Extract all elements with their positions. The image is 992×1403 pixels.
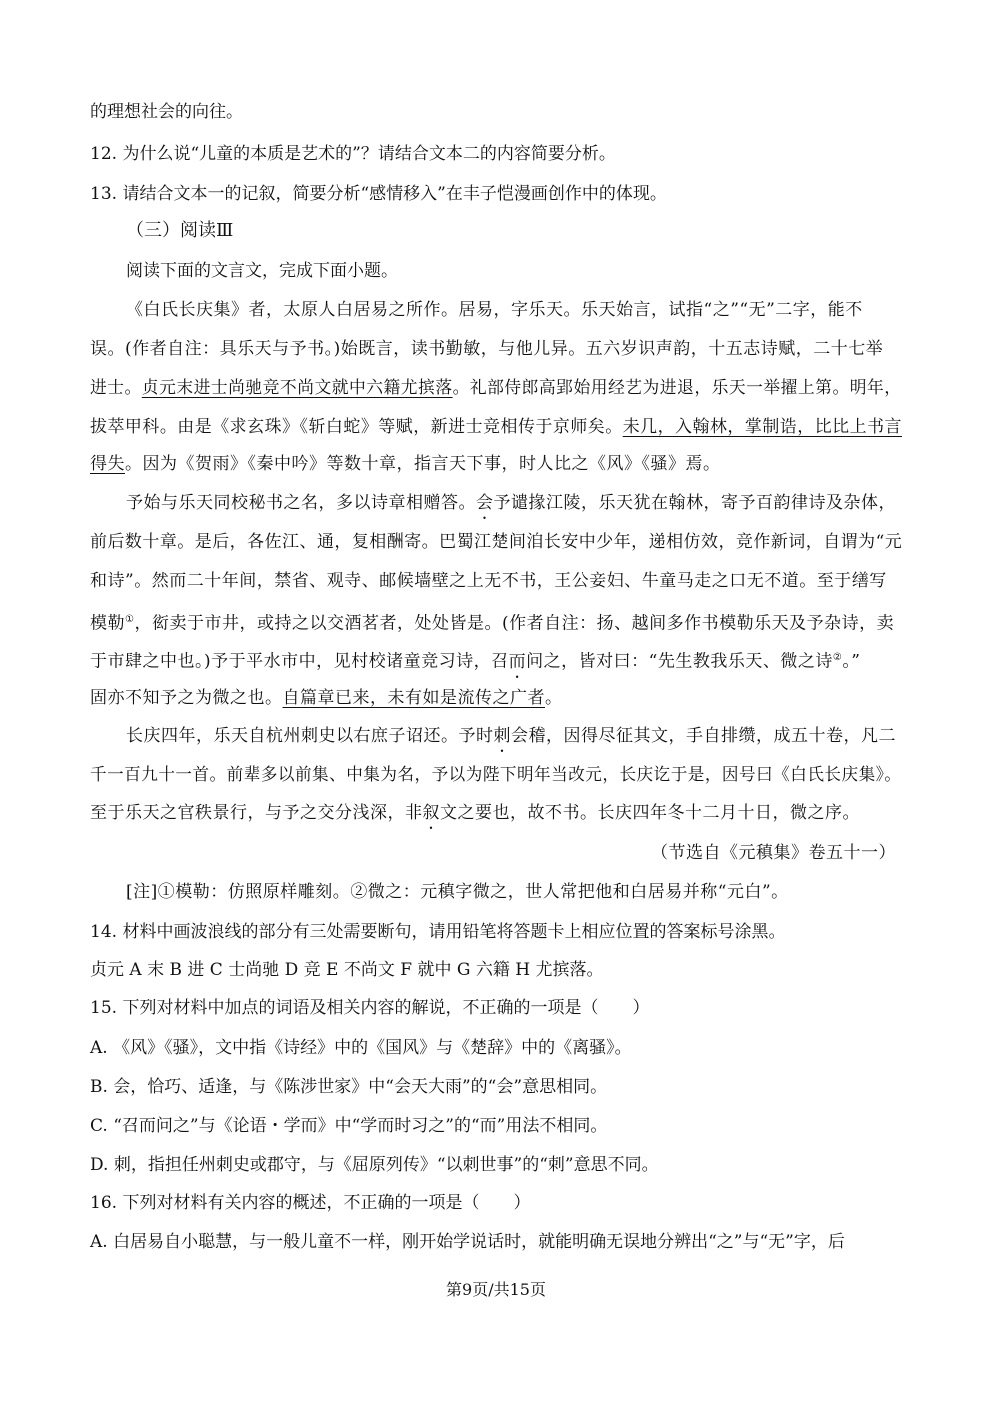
question-16: 16. 下列对材料有关内容的概述，不正确的一项是（ ） — [90, 1193, 531, 1213]
passage-line: 千一百九十一首。前辈多以前集、中集为名，予以为陛下明年当改元，长庆讫于是，因号曰《白氏长庆集》。 — [90, 765, 902, 785]
underlined-sentence: 得失 — [90, 454, 125, 474]
dotted-word: 而 — [508, 651, 527, 672]
passage-line: 拔萃甲科。由是《求玄珠》《斩白蛇》等赋，新进士竞相传于京师矣。未几，入翰林，掌制诰，比比上书言 — [90, 417, 902, 437]
text-line: 的理想社会的向往。 — [90, 102, 243, 122]
source-citation: （节选自《元稹集》卷五十一） — [651, 843, 896, 863]
question-15: 15. 下列对材料中加点的词语及相关内容的解说，不正确的一项是（ ） — [90, 998, 650, 1018]
instruction: 阅读下面的文言文，完成下面小题。 — [126, 261, 398, 281]
option-d: D. 刺，指担任州刺史或郡守，与《屈原列传》“以刺世事”的“刺”意思不同。 — [90, 1155, 659, 1175]
question-14: 14. 材料中画波浪线的部分有三处需要断句，请用铅笔将答题卡上相应位置的答案标号涂黑。 — [90, 922, 786, 942]
page-number: 第9页/共15页 — [446, 1280, 546, 1299]
passage-line: 于市肆之中也。)予于平水市中，见村校诸童竞习诗，召而问之，皆对曰：“先生教我乐天、微之诗②。” — [90, 651, 861, 672]
footnote-marker: ① — [125, 614, 135, 625]
passage-line: 和诗”。然而二十年间，禁省、观寺、邮候墙壁之上无不书，王公妾妇、牛童马走之口无不道。至于缮写 — [90, 571, 887, 591]
option-a: A. 《风》《骚》，文中指《诗经》中的《国风》与《楚辞》中的《离骚》。 — [90, 1038, 632, 1058]
wavy-underlined-text: 贞元末进士尚驰竞不尚文就中六籍尤摈落 — [141, 378, 453, 398]
annotation-note: [注]①模勒：仿照原样雕刻。②微之：元稹字微之，世人常把他和白居易并称“元白”。 — [126, 882, 789, 902]
footnote-marker: ② — [832, 652, 843, 663]
question-14-options: 贞元 A 末 B 进 C 士尚驰 D 竞 E 不尚文 F 就中 G 六籍 H 尤摈落。 — [90, 960, 604, 980]
dotted-word: 会 — [476, 493, 494, 513]
underlined-sentence: 未几，入翰林，掌制诰，比比上书言 — [622, 417, 902, 437]
section-heading: （三）阅读Ⅲ — [126, 220, 234, 241]
dotted-word: 刺 — [493, 726, 511, 746]
question-12: 12. 为什么说“儿童的本质是艺术的”？请结合文本二的内容简要分析。 — [90, 144, 616, 164]
option-c: C. “召而问之”与《论语・学而》中“学而时习之”的“而”用法不相同。 — [90, 1116, 608, 1136]
passage-line: 模勒①，衒卖于市井，或持之以交酒茗者，处处皆是。(作者自注：扬、越间多作书模勒乐天及予杂诗，卖 — [90, 613, 895, 634]
passage-line: 长庆四年，乐天自杭州刺史以右庶子诏还。予时刺会稽，因得尽征其文，手自排缵，成五十卷，凡二 — [126, 726, 896, 746]
passage-line: 《白氏长庆集》者，太原人白居易之所作。居易，字乐天。乐天始言，试指“之”“无”二字，能不 — [126, 300, 863, 320]
passage-line: 予始与乐天同校秘书之名，多以诗章相赠答。会予谴掾江陵，乐天犹在翰林，寄予百韵律诗及杂体， — [126, 493, 896, 513]
passage-line: 至于乐天之官秩景行，与予之交分浅深，非叙文之要也，故不书。长庆四年冬十二月十日，微之序。 — [90, 803, 860, 823]
option-a: A. 白居易自小聪慧，与一般儿童不一样，刚开始学说话时，就能明确无误地分辨出“之”与“无”字，后 — [90, 1232, 845, 1252]
underlined-sentence: 自篇章已来，未有如是流传之广者 — [282, 688, 545, 708]
question-13: 13. 请结合文本一的记叙，简要分析“感情移入”在丰子恺漫画创作中的体现。 — [90, 184, 667, 204]
passage-line: 固亦不知予之为微之也。自篇章已来，未有如是流传之广者。 — [90, 688, 563, 708]
passage-line: 进士。贞元末进士尚驰竞不尚文就中六籍尤摈落。礼部侍郎高郢始用经艺为进退，乐天一举擢上第。明年， — [90, 378, 902, 398]
passage-line: 得失。因为《贺雨》《秦中吟》等数十章，指言天下事，时人比之《风》《骚》焉。 — [90, 454, 721, 474]
option-b: B. 会，恰巧、适逢，与《陈涉世家》中“会天大雨”的“会”意思相同。 — [90, 1077, 608, 1097]
passage-line: 前后数十章。是后，各佐江、通，复相酬寄。巴蜀江楚间洎长安中少年，递相仿效，竞作新词，自谓为“元 — [90, 532, 903, 552]
dotted-word: 叙 — [422, 803, 440, 823]
passage-line: 误。(作者自注：具乐天与予书。)始既言，读书勤敏，与他儿异。五六岁识声韵，十五志诗赋，二十七举 — [90, 339, 884, 359]
